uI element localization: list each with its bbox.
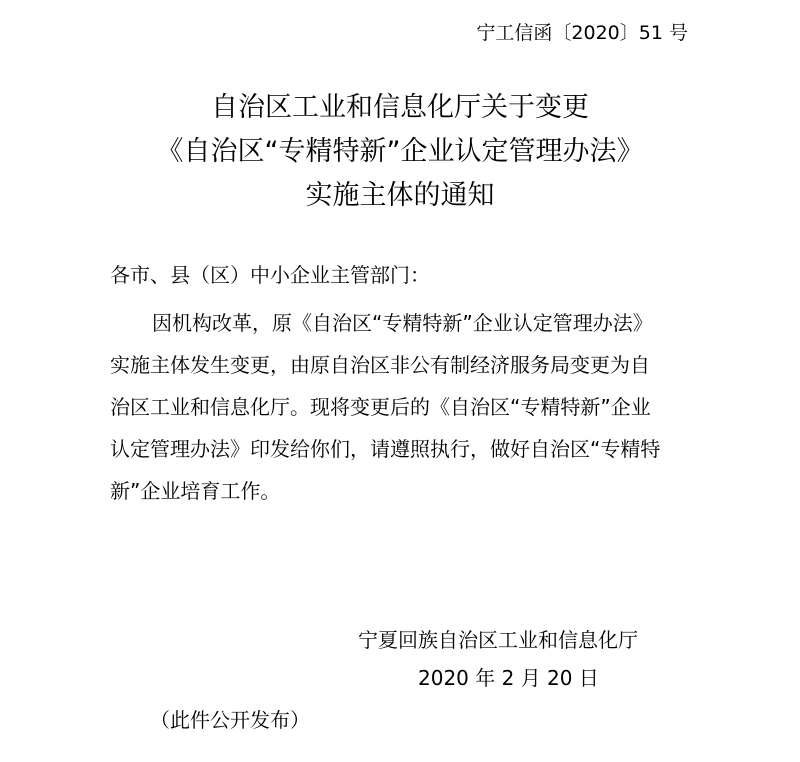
signature-organization: 宁夏回族自治区工业和信息化厅: [358, 628, 638, 652]
body-paragraph: [110, 302, 702, 512]
body-line-4: 认定管理办法》印发给你们，请遵照执行，做好自治区“专精特: [110, 437, 661, 461]
title-line-1: 自治区工业和信息化厅关于变更: [211, 92, 589, 123]
signature-date: 2020 年 2 月 20 日: [418, 666, 599, 690]
title-line-3: 实施主体的通知: [305, 180, 495, 211]
salutation: 各市、县（区）中小企业主管部门：: [110, 263, 430, 287]
document-title: [0, 86, 800, 218]
body-line-1: 因机构改革，原《自治区“专精特新”企业认定管理办法》: [152, 311, 653, 335]
body-line-5: 新”企业培育工作。: [110, 479, 281, 503]
document-number: 宁工信函〔2020〕51 号: [476, 22, 688, 44]
body-line-3: 治区工业和信息化厅。现将变更后的《自治区“专精特新”企业: [110, 395, 651, 419]
title-line-2: 《自治区“专精特新”企业认定管理办法》: [156, 136, 644, 167]
publish-note: （此件公开发布）: [150, 708, 310, 732]
body-line-2: 实施主体发生变更，由原自治区非公有制经济服务局变更为自: [110, 353, 650, 377]
